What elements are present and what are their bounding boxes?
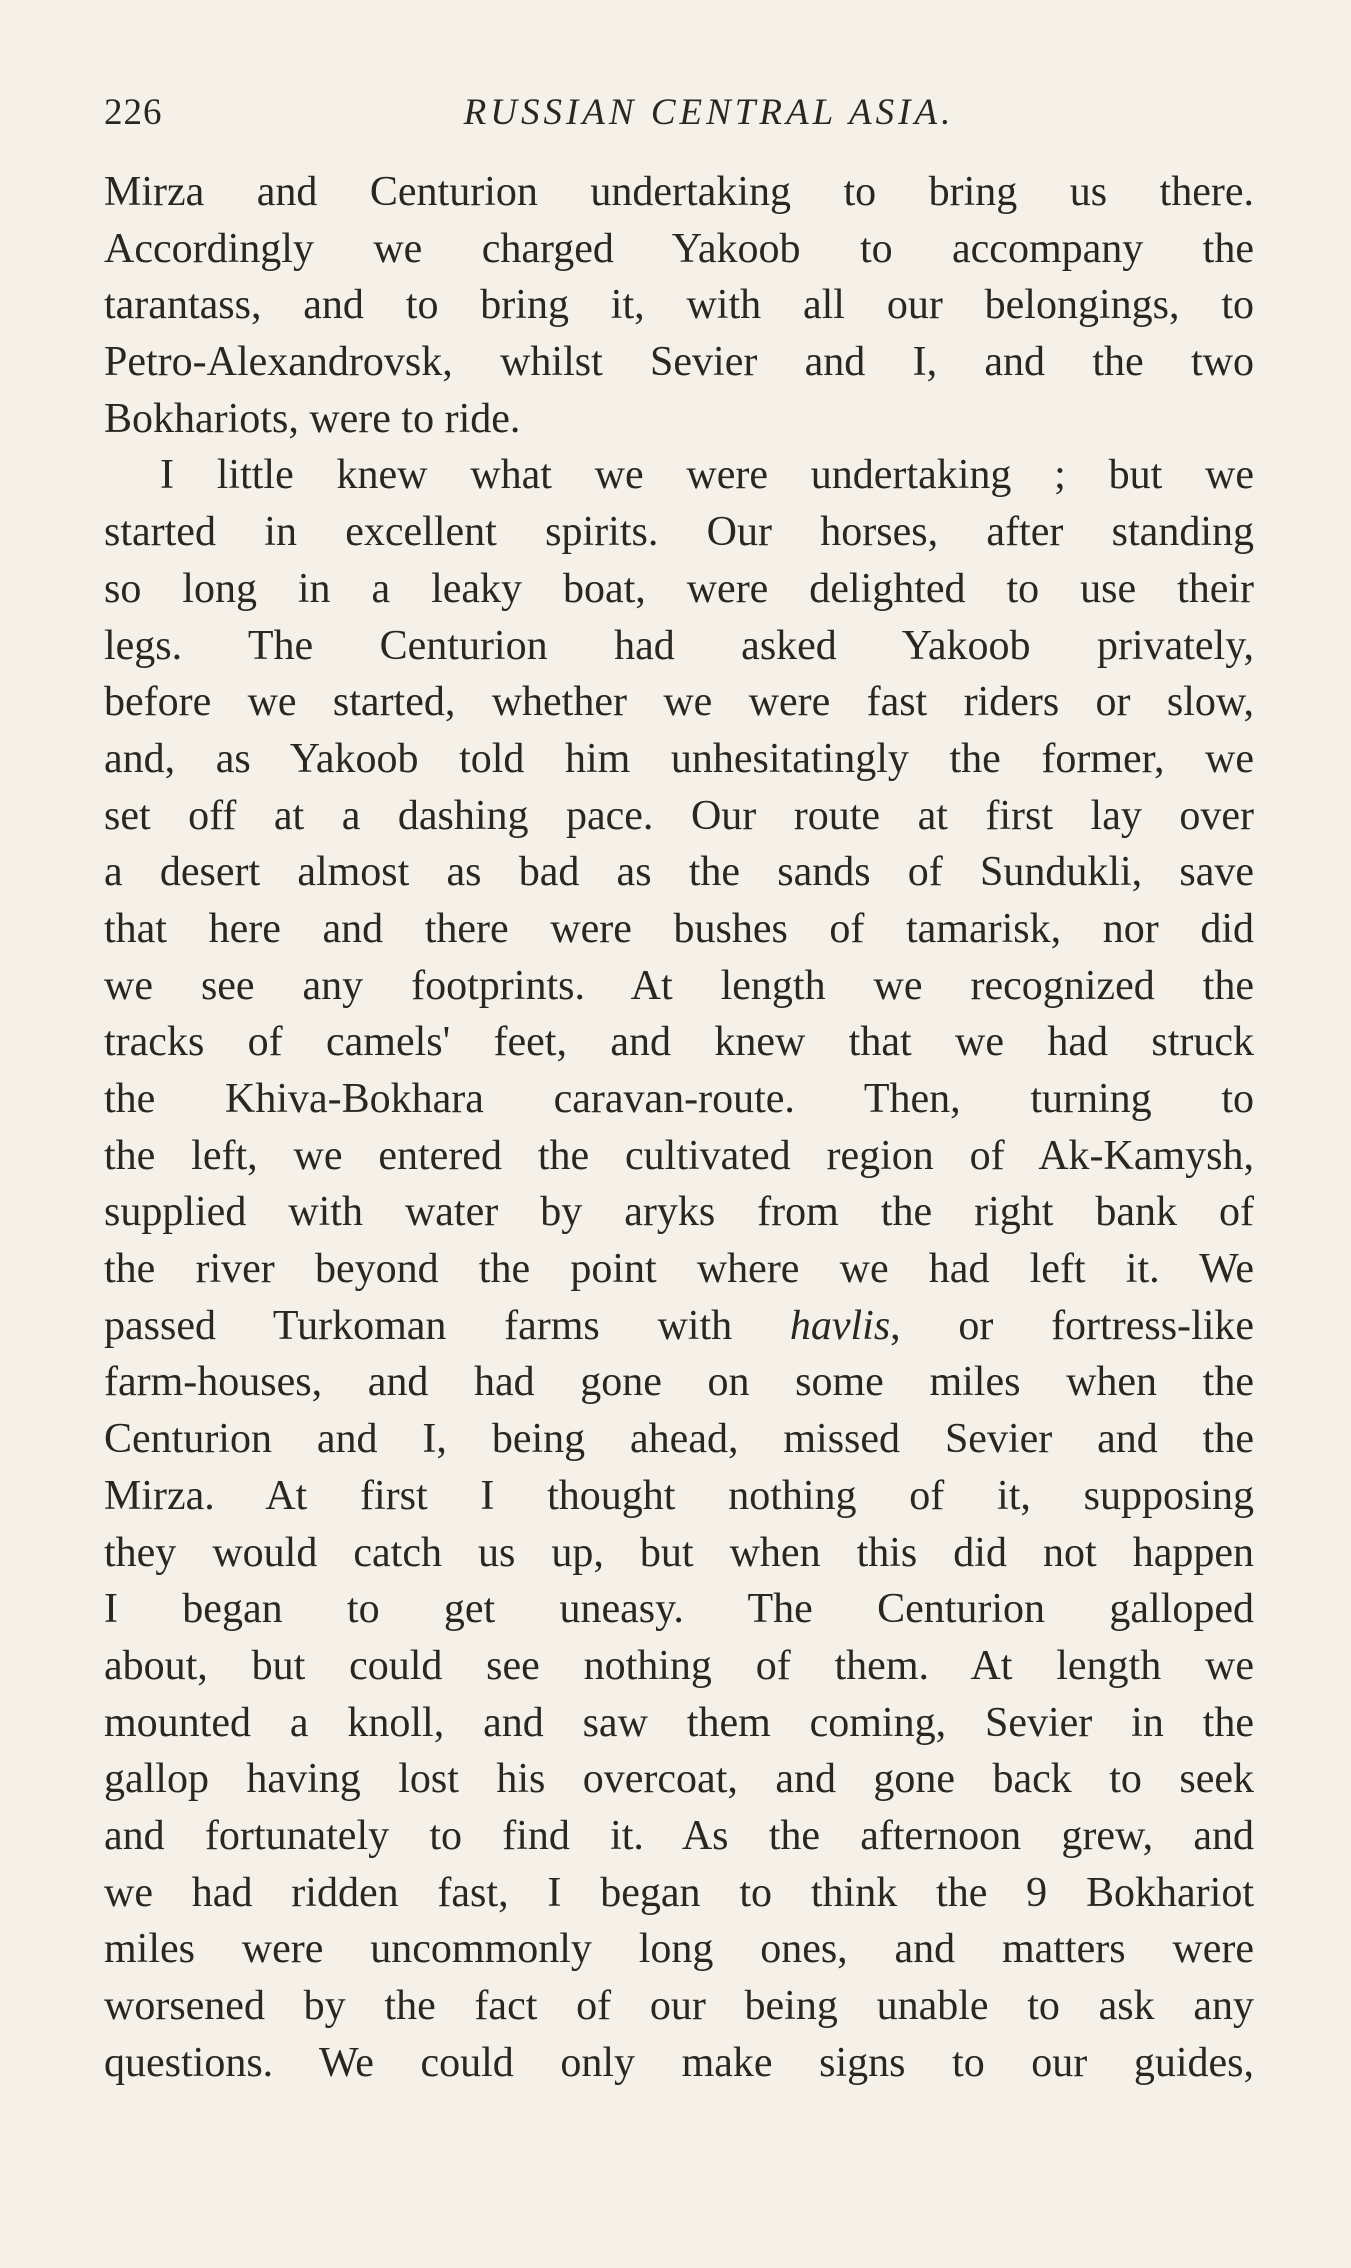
text-line: legs. The Centurion had asked Yakoob privately, [104,622,1254,669]
text-line: questions. We could only make signs to our guides, [104,2039,1254,2086]
page-number: 226 [104,92,163,133]
running-head [104,88,1254,138]
text-line: the river beyond the point where we had left it. We [104,1246,1254,1293]
text-line: I little knew what we were undertaking ; but we [160,452,1254,499]
text-line: Mirza and Centurion undertaking to bring us there. [104,169,1254,215]
text-line: and, as Yakoob told him unhesitatingly the former, we [104,735,1254,782]
running-title: RUSSIAN CENTRAL ASIA. [463,92,955,133]
text-line: tarantass, and to bring it, with all our belongings, to [104,282,1254,329]
text-line: Bokhariots, were to ride. [104,395,521,442]
text-line: so long in a leaky boat, were delighted to use their [104,565,1254,612]
text-line: supplied with water by aryks from the right bank of [104,1189,1254,1236]
text-line: Mirza. At first I thought nothing of it, supposing [104,1472,1254,1519]
text-line: a desert almost as bad as the sands of Sundukli, save [104,849,1254,896]
text-line: farm-houses, and had gone on some miles when the [104,1359,1254,1406]
text-line: the left, we entered the cultivated region of Ak-Kamysh, [104,1132,1254,1179]
text-line: about, but could see nothing of them. At length we [104,1642,1254,1689]
text-line: the Khiva-Bokhara caravan-route. Then, turning to [104,1076,1254,1122]
text-line: Accordingly we charged Yakoob to accompany the [104,225,1254,272]
text-segment: passed Turkoman farms with [104,1302,733,1349]
text-line: worsened by the fact of our being unable to ask any [104,1983,1254,2029]
text-line: they would catch us up, but when this did not happen [104,1529,1254,1576]
text-line: and fortunately to find it. As the afternoon grew, and [104,1812,1254,1859]
italic-term: havlis [789,1302,891,1349]
body-text [104,164,1254,2091]
text-line: that here and there were bushes of tamarisk, nor did [104,905,1254,952]
text-line: we had ridden fast, I began to think the 9 Bokhariot [104,1869,1254,1916]
text-line: mounted a knoll, and saw them coming, Sevier in the [104,1699,1254,1746]
text-line: I began to get uneasy. The Centurion galloped [104,1586,1254,1633]
text-line: Centurion and I, being ahead, missed Sevier and the [104,1416,1254,1463]
text-line: we see any footprints. At length we recognized the [104,962,1254,1009]
text-line: set off at a dashing pace. Our route at first lay over [104,792,1254,839]
text-segment: , or fortress-like [890,1302,1254,1349]
text-line [104,1298,1254,1355]
text-line: before we started, whether we were fast riders or slow, [104,679,1254,726]
text-line: started in excellent spirits. Our horses, after standing [104,509,1254,556]
text-line: miles were uncommonly long ones, and matters were [104,1926,1254,1973]
text-line: gallop having lost his overcoat, and gone back to seek [104,1756,1254,1803]
text-line: tracks of camels' feet, and knew that we had struck [104,1019,1254,1066]
text-line: Petro-Alexandrovsk, whilst Sevier and I, and the two [104,339,1254,386]
